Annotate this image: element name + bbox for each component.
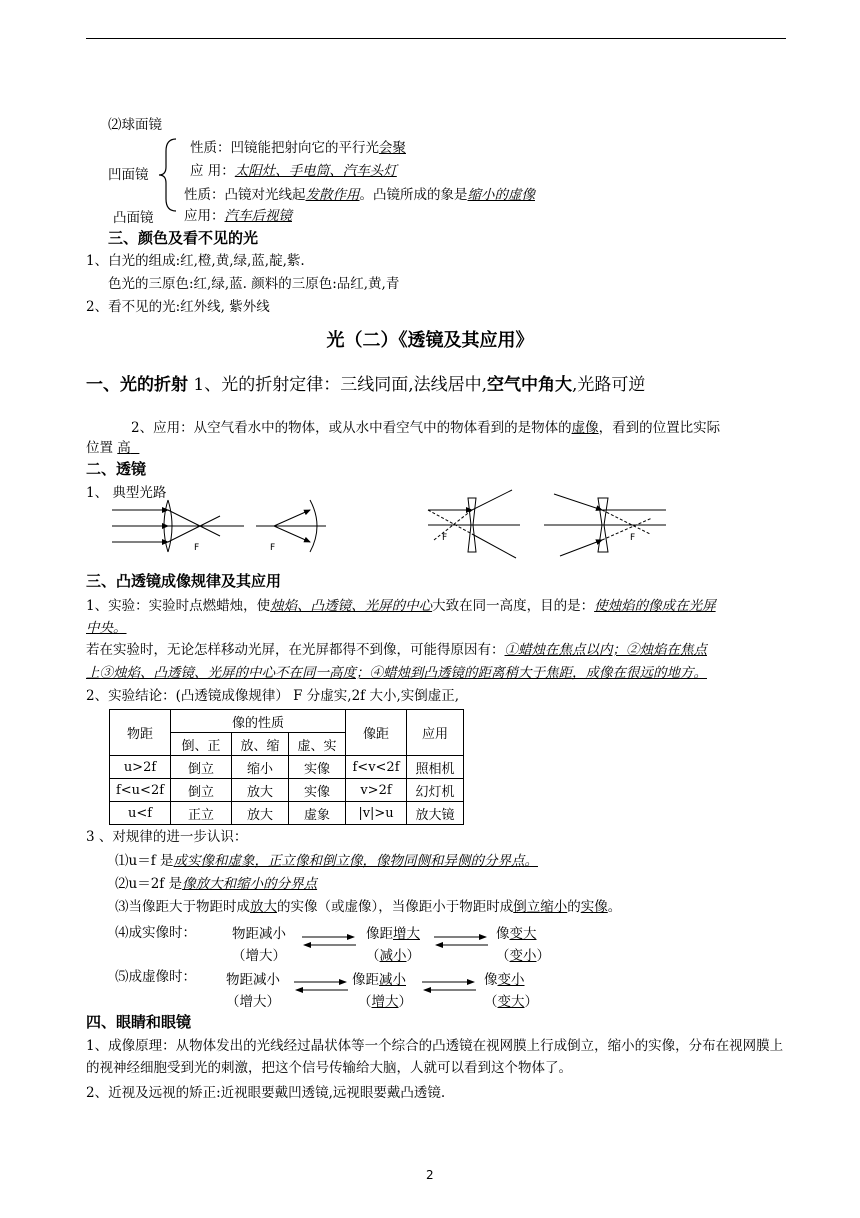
table-cell: v>2f <box>346 779 407 802</box>
p5-image-distance: 像距减小 <box>352 972 406 988</box>
p4-arrows-1 <box>300 934 358 948</box>
p5-arrows-2 <box>420 979 478 993</box>
concave-brace <box>158 137 182 215</box>
convex-rules-heading: 三、凸透镜成像规律及其应用 <box>86 572 282 590</box>
table-header-object-distance: 物距 <box>110 710 171 756</box>
lens-heading: 二、透镜 <box>86 460 147 478</box>
focus-label: F <box>442 533 448 543</box>
failure-line-1: 若在实验时，无论怎样移动光屏，在光屏都得不到像，可能得原因有：①蜡烛在焦点以内；②烛焰在焦点 <box>86 642 707 658</box>
rule-point-4-label: ⑷成实像时： <box>115 925 196 941</box>
focus-label: F <box>270 543 276 553</box>
table-header-image-nature: 像的性质 <box>171 710 346 733</box>
table-cell: 缩小 <box>232 756 289 779</box>
p5-arrows-1 <box>292 979 350 993</box>
page-number: 2 <box>426 1168 434 1182</box>
spherical-heading: ⑵球面镜 <box>108 117 162 133</box>
p5-image-distance-alt: （增大） <box>358 994 412 1010</box>
rule-point-2: ⑵u＝2f 是像放大和缩小的分界点 <box>115 876 318 892</box>
further-understanding: 3 、对规律的进一步认识： <box>86 829 248 845</box>
table-subheader: 虚、实 <box>289 733 346 756</box>
experiment-conclusion: 2、实验结论：(凸透镜成像规律） F 分虚实,2f 大小,实倒虚正, <box>86 688 460 704</box>
p4-image-size-alt: （变小） <box>496 948 550 964</box>
lens-ray-diagram-concave-lens-2 <box>540 488 670 562</box>
lens-ray-diagram-concave-focus <box>254 498 334 554</box>
rule-point-1: ⑴u＝f 是成实像和虚象，正立像和倒立像，像物同侧和异侧的分界点。 <box>115 853 538 869</box>
chapter-title: 光（二）《透镜及其应用》 <box>326 330 534 351</box>
concave-property: 性质：凹镜能把射向它的平行光会聚 <box>190 140 406 156</box>
focus-label: F <box>194 543 200 553</box>
p4-image-distance-alt: （减小） <box>366 948 420 964</box>
rule-point-3: ⑶当像距大于物距时成放大的实像（或虚像），当像距小于物距时成倒立缩小的实像。 <box>115 899 622 915</box>
color-line-2: 色光的三原色:红,绿,蓝. 颜料的三原色:品红,黄,青 <box>108 276 400 292</box>
color-line-3: 2、看不见的光:红外线, 紫外线 <box>86 299 270 315</box>
rule-point-5-label: ⑸成虚像时： <box>115 969 196 985</box>
table-cell: f<u<2f <box>110 779 171 802</box>
table-row <box>110 779 464 802</box>
eye-correction: 2、近视及远视的矫正:近视眼要戴凹透镜,远视眼要戴凸透镜. <box>86 1085 446 1101</box>
eye-heading: 四、眼睛和眼镜 <box>86 1013 192 1031</box>
table-cell: 放大 <box>232 802 289 825</box>
lens-ray-diagram-convex-focus <box>108 498 248 554</box>
table-cell: 放大 <box>232 779 289 802</box>
table-cell: 虚象 <box>289 802 346 825</box>
table-subheader: 放、缩 <box>232 733 289 756</box>
p5-object-decrease: 物距减小 <box>226 972 280 988</box>
typical-light-path-label: 1、 典型光路 <box>86 485 167 501</box>
p4-image-size: 像变大 <box>496 926 537 942</box>
table-header-image-distance: 像距 <box>346 710 407 756</box>
table-cell: u<f <box>110 802 171 825</box>
failure-line-2: 上③烛焰、凸透镜、光屏的中心不在同一高度；④蜡烛到凸透镜的距离稍大于焦距，成像在很远的地方。 <box>86 665 707 681</box>
p4-object-decrease: 物距减小 <box>232 926 286 942</box>
refraction-application-line2: 位置 高 <box>86 440 131 456</box>
p4-object-increase: （增大） <box>232 948 286 964</box>
convex-application: 应用：汽车后视镜 <box>184 208 292 224</box>
imaging-rules-table <box>109 709 464 825</box>
table-cell: 倒立 <box>171 779 232 802</box>
p5-image-size: 像变小 <box>484 972 525 988</box>
p5-image-size-alt: （变大） <box>484 994 538 1010</box>
p4-image-distance: 像距增大 <box>366 926 420 942</box>
table-cell: |v|>u <box>346 802 407 825</box>
color-line-1: 1、白光的组成:红,橙,黄,绿,蓝,靛,紫. <box>86 253 305 269</box>
table-cell: 实像 <box>289 779 346 802</box>
header-rule <box>86 38 786 39</box>
experiment-line-1: 1、实验：实验时点燃蜡烛，使烛焰、凸透镜、光屏的中心大致在同一高度，目的是：使烛焰的像成在光屏 <box>86 598 716 614</box>
table-cell: 正立 <box>171 802 232 825</box>
table-cell: 实像 <box>289 756 346 779</box>
table-row <box>110 756 464 779</box>
color-heading: 三、颜色及看不见的光 <box>108 229 259 247</box>
concave-application: 应 用：太阳灶、手电筒、汽车头灯 <box>190 163 397 179</box>
table-header-application: 应用 <box>407 710 464 756</box>
refraction-law: 一、光的折射 1、光的折射定律：三线同面,法线居中,空气中角大,光路可逆 <box>86 375 646 395</box>
p4-arrows-2 <box>432 934 490 948</box>
experiment-line-2: 中央。 <box>86 620 127 636</box>
eye-principle: 1、成像原理：从物体发出的光线经过晶状体等一个综合的凸透镜在视网膜上行成倒立，缩小的实像，分布在视网膜上的视神经细胞受到光的刺激，把这个信号传输给大脑，人就可以看到这个物体了。 <box>86 1038 784 1076</box>
table-row <box>110 802 464 825</box>
p5-object-increase: （增大） <box>226 994 280 1010</box>
table-cell: 倒立 <box>171 756 232 779</box>
lens-ray-diagram-concave-lens-1 <box>424 488 524 562</box>
table-subheader: 倒、正 <box>171 733 232 756</box>
table-cell: u>2f <box>110 756 171 779</box>
table-cell: 放大镜 <box>407 802 464 825</box>
table-cell: f<v<2f <box>346 756 407 779</box>
table-cell: 照相机 <box>407 756 464 779</box>
focus-label: F <box>630 533 636 543</box>
convex-property: 性质：凸镜对光线起发散作用。凸镜所成的象是缩小的虚像 <box>184 187 535 203</box>
table-cell: 幻灯机 <box>407 779 464 802</box>
convex-mirror-label: 凸面镜 <box>113 210 154 226</box>
refraction-application: 2、应用：从空气看水中的物体，或从水中看空气中的物体看到的是物体的虚像，看到的位置比实际 <box>131 420 721 436</box>
concave-mirror-label: 凹面镜 <box>108 167 149 183</box>
